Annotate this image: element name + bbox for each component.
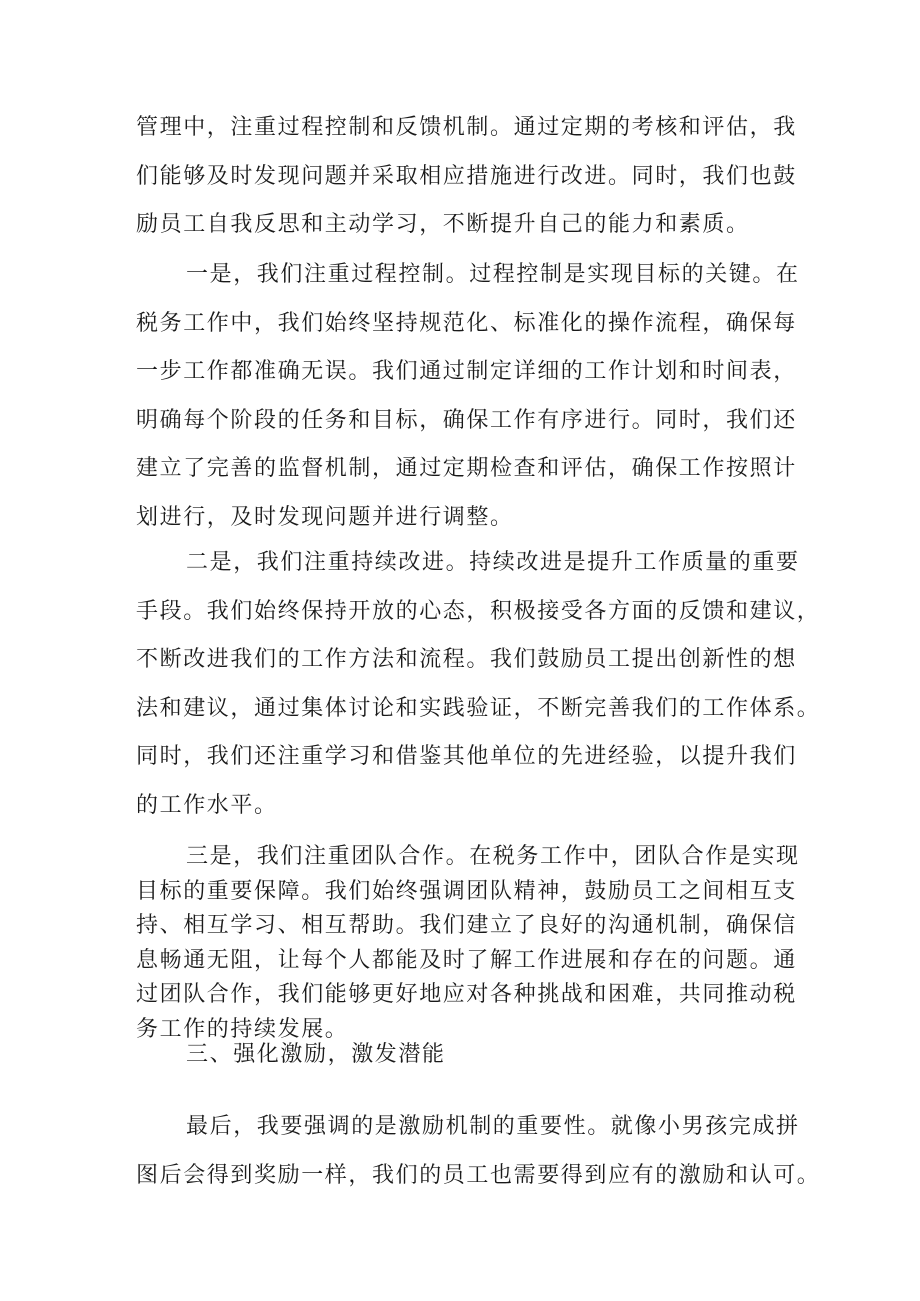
text-line: 一是，我们注重过程控制。过程控制是实现目标的关键。在: [186, 262, 800, 287]
text-line: 划进行，及时发现问题并进行调整。: [136, 504, 514, 530]
text-line: 一步工作都准确无误。我们通过制定详细的工作计划和时间表，: [136, 359, 797, 384]
text-line: 励员工自我反思和主动学习，不断提升自己的能力和素质。: [136, 212, 750, 237]
text-line: 三是，我们注重团队合作。在税务工作中，团队合作是实现: [186, 844, 800, 869]
text-line: 息畅通无阻，让每个人都能及时了解工作进展和存在的问题。通: [136, 947, 797, 973]
text-line: 持、相互学习、相互帮助。我们建立了良好的沟通机制，确保信: [136, 913, 797, 938]
section-heading: [136, 1031, 796, 1080]
text-line: 图后会得到奖励一样，我们的员工也需要得到应有的激励和认可。: [136, 1162, 821, 1188]
text-line: 明确每个阶段的任务和目标，确保工作有序进行。同时，我们还: [136, 407, 797, 433]
text-line: 同时，我们还注重学习和借鉴其他单位的先进经验，以提升我们: [136, 744, 797, 769]
paragraph-point-three: [136, 840, 800, 1047]
paragraph-point-two: [136, 539, 821, 830]
text-line: 建立了完善的监督机制，通过定期检查和评估，确保工作按照计: [136, 456, 797, 481]
text-line: 手段。我们始终保持开放的心态，积极接受各方面的反馈和建议，: [136, 598, 821, 624]
text-line: 法和建议，通过集体讨论和实践验证，不断完善我们的工作体系。: [136, 695, 821, 721]
text-line: 过团队合作，我们能够更好地应对各种挑战和困难，共同推动税: [136, 982, 797, 1007]
text-line: 二是，我们注重持续改进。持续改进是提升工作质量的重要: [186, 550, 800, 575]
heading-text: 三、强化激励，激发潜能: [186, 1042, 446, 1067]
text-line: 们能够及时发现问题并采取相应措施进行改进。同时，我们也鼓: [136, 163, 797, 189]
text-line: 不断改进我们的工作方法和流程。我们鼓励员工提出创新性的想: [136, 647, 797, 672]
text-line: 目标的重要保障。我们始终强调团队精神，鼓励员工之间相互支: [136, 878, 797, 904]
paragraph-intro: [136, 104, 796, 250]
text-line: 的工作水平。: [136, 792, 278, 818]
paragraph-closing: [136, 1103, 821, 1200]
text-line: 务工作的持续发展。: [136, 1016, 349, 1042]
text-line: 最后，我要强调的是激励机制的重要性。就像小男孩完成拼: [186, 1114, 800, 1139]
text-line: 管理中，注重过程控制和反馈机制。通过定期的考核和评估，我: [136, 115, 797, 140]
text-line: 税务工作中，我们始终坚持规范化、标准化的操作流程，确保每: [136, 310, 797, 336]
paragraph-point-one: [136, 251, 800, 542]
